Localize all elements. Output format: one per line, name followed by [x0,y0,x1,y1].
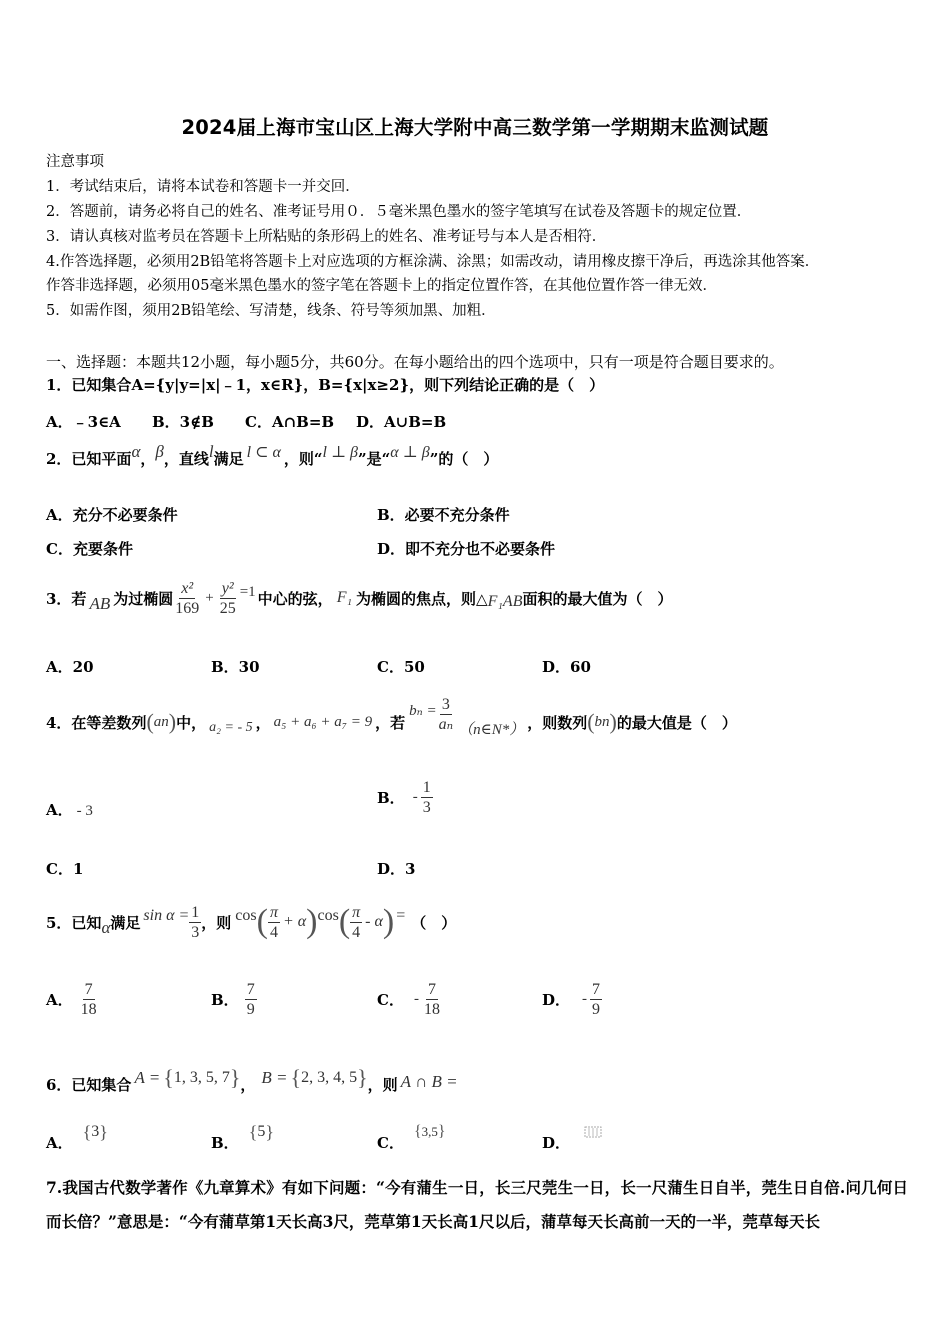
q2-option-b: B．必要不充分条件 [377,506,510,524]
q2-beta: β [155,442,164,461]
q4-sum: a₅ + a₆ + a₇ = 9 [273,713,373,730]
q2-text: 满足 [213,450,244,468]
q2-text: ”是“ [358,450,391,468]
q1-option-a: A．﹣3∈A [46,413,121,431]
q2-option-d: D．即不充分也不必要条件 [377,540,556,558]
q6-option-b: B． { 5 } [211,1121,274,1152]
q5-option-d: D． - $\frac{7}{9}$ [542,980,601,1018]
q4-text: ，若 [375,713,406,732]
q5-text: （ ） [411,913,457,932]
q4-sequence-a: an [153,713,169,730]
q5-equals: = [396,907,406,924]
empty-set-image [584,1125,602,1143]
q3-text: 中心的弦， [257,589,333,608]
q6-set-a: A = [134,1068,161,1087]
q5-minus-alpha: - α [365,913,383,930]
question-2-stem [46,442,499,469]
q3-fraction-x: $\frac{\text{x²}}{169}$ [175,579,200,617]
q2-text: ”的（ ） [429,450,499,468]
question-5-stem: 5．已知 α 满足 sin α = $\frac{1}{3}$ ，则 cos ( $\frac{\pi}{4}$ + α ) cos ( $\frac{\pi}{4}$ - α ) = （ ） [46,903,457,941]
q3-equals-one: =1 [239,583,256,600]
q5-pi-over-4: $\frac{\pi}{4}$ [269,903,278,941]
q2-text: ，则“ [283,450,323,468]
q4-text: ，则数列 [527,713,588,732]
q4-sequence-b: bn [594,713,610,730]
q1-option-b: B．3∉B [152,413,214,431]
q6-text: ， [240,1075,256,1094]
q2-comma: ， [140,450,156,468]
q6-text: ，则 [367,1075,398,1094]
q5-sin: sin α = [143,907,190,924]
q6-set-a-elements: 1, 3, 5, 7 [173,1069,230,1086]
q3-text: 为椭圆的焦点，则△ [356,589,488,608]
q6-text: 6．已知集合 [46,1075,132,1094]
q6-option-a: A． { 3 } [46,1121,108,1152]
q5-option-a: A． $\frac{7}{18}$ [46,980,97,1018]
q3-option-c: C．50 [377,658,425,676]
q5-plus-alpha: + α [282,913,307,930]
q4-option-b: B． - $\frac{1}{3}$ [377,778,431,816]
q2-statement-1: l ⊥ β [322,444,358,461]
question-4-stem: 4．在等差数列 ( an ) 中， a₂ = - 5 ， a₅ + a₆ + a₇ = 9 ，若 bₙ = $\frac{3}{\text{aₙ}}$ （n∈N*） ，则数列 ( bn ) 的最大值是（ ） [46,695,737,738]
note-item: 1．考试结束后，请将本试卷和答题卡一并交回． [46,179,360,195]
q6-option-d: D． [542,1120,602,1152]
q3-plus: + [205,589,214,606]
q4-a2: a₂ = - 5 [209,720,253,735]
q3-text: 面积的最大值为（ ） [522,589,673,608]
q5-cos-1: cos [235,907,257,924]
q3-option-d: D．60 [542,658,591,676]
q5-fraction: $\frac{1}{3}$ [191,903,200,941]
page-title: 2024届上海市宝山区上海大学附中高三数学第一学期期末监测试题 [181,116,769,139]
q6-set-b: B = [261,1068,288,1087]
q3-option-b: B．30 [211,658,260,676]
q3-focus: F₁ [336,589,353,606]
q5-option-c: C． - $\frac{7}{18}$ [377,980,440,1018]
q2-statement-2: α ⊥ β [390,444,430,461]
q5-text: ，则 [201,913,232,932]
q2-text: ，直线 [163,450,209,468]
q3-text: 为过椭圆 [113,589,174,608]
q2-line-l: l [208,442,214,461]
q3-option-a: A．20 [46,658,94,676]
q3-triangle: F₁AB [487,593,523,610]
note-item: 5．如需作图，须用2B铅笔绘、写清楚，线条、符号等须加黑、加粗． [46,303,496,319]
q2-alpha: α [131,442,141,461]
q4-condition: （n∈N*） [458,721,525,738]
q3-chord-ab: AB [89,594,111,613]
note-item: 3．请认真核对监考员在答题卡上所粘贴的条形码上的姓名、准考证号与本人是否相符． [46,229,607,245]
q2-option-c: C．充要条件 [46,540,133,558]
q6-option-c: C． { 3,5 } [377,1123,446,1152]
q2-option-a: A．充分不必要条件 [46,506,178,524]
question-1-stem: 1．已知集合A={y|y=|x|﹣1，x∈R}，B={x|x≥2}，则下列结论正确的是（ ） [46,376,605,394]
q1-option-d: D．A∪B=B [356,413,447,431]
q4-fraction: $\frac{3}{\text{aₙ}}$ [438,695,454,733]
q2-text: 2．已知平面 [46,450,132,468]
question-7-stem: 7.我国古代数学著作《九章算术》有如下问题：“今有蒲生一日，长三尺莞生一日，长一尺蒲生日自半，莞生日自倍.问几何日而长倍？”意思是：“今有蒲草第1天长高3尺，莞草第1天长高1尺以后，蒲草每天长高前一天的一半，莞草每天长 [46,1178,908,1231]
q4-text: 的最大值是（ ） [616,713,737,732]
q6-set-b-elements: 2, 3, 4, 5 [301,1069,358,1086]
note-item: 作答非选择题，必须用05毫米黑色墨水的签字笔在答题卡上的指定位置作答，在其他位置作答一律无效． [46,278,717,294]
q5-pi-over-4: $\frac{\pi}{4}$ [352,903,361,941]
q4-option-d: D．3 [377,860,416,878]
q1-option-c: C．A∩B=B [245,413,335,431]
question-3-stem [46,573,672,623]
q4-bn: bₙ = [409,702,437,719]
q5-option-b: B． $\frac{7}{9}$ [211,980,255,1018]
q4-option-a: A． - 3 [46,801,93,819]
q4-text: 4．在等差数列 [46,713,147,732]
q3-fraction-y: $\frac{\text{y²}}{25}$ [219,579,236,617]
q5-alpha: α [101,918,111,937]
q4-option-c: C．1 [46,860,84,878]
note-item: 4.作答选择题，必须用2B铅笔将答题卡上对应选项的方框涂满、涂黑；如需改动，请用橡皮擦干净后，再选涂其他答案． [46,254,820,270]
q5-cos-2: cos [317,907,339,924]
section-heading: 一、选择题：本题共12小题，每小题5分，共60分。在每小题给出的四个选项中，只有一项是符合题目要求的。 [46,353,784,371]
q4-text: 中， [176,713,207,732]
question-6-stem: 6．已知集合 A = { 1, 3, 5, 7 } ， B = { 2, 3, 4, 5 } ，则 A ∩ B = [46,1065,458,1094]
q5-text: 5．已知 [46,913,102,932]
q4-text: ， [255,713,271,732]
q6-intersection: A ∩ B = [400,1072,458,1091]
q3-text: 3．若 [46,589,87,608]
notes-heading: 注意事项 [46,154,104,170]
note-item: 2．答题前，请务必将自己的姓名、准考证号用０．５毫米黑色墨水的签字笔填写在试卷及答题卡的规定位置． [46,204,752,220]
empty-set-glyph-icon [584,1125,602,1139]
q2-condition: l ⊂ α [246,444,281,461]
q5-text: 满足 [110,913,141,932]
